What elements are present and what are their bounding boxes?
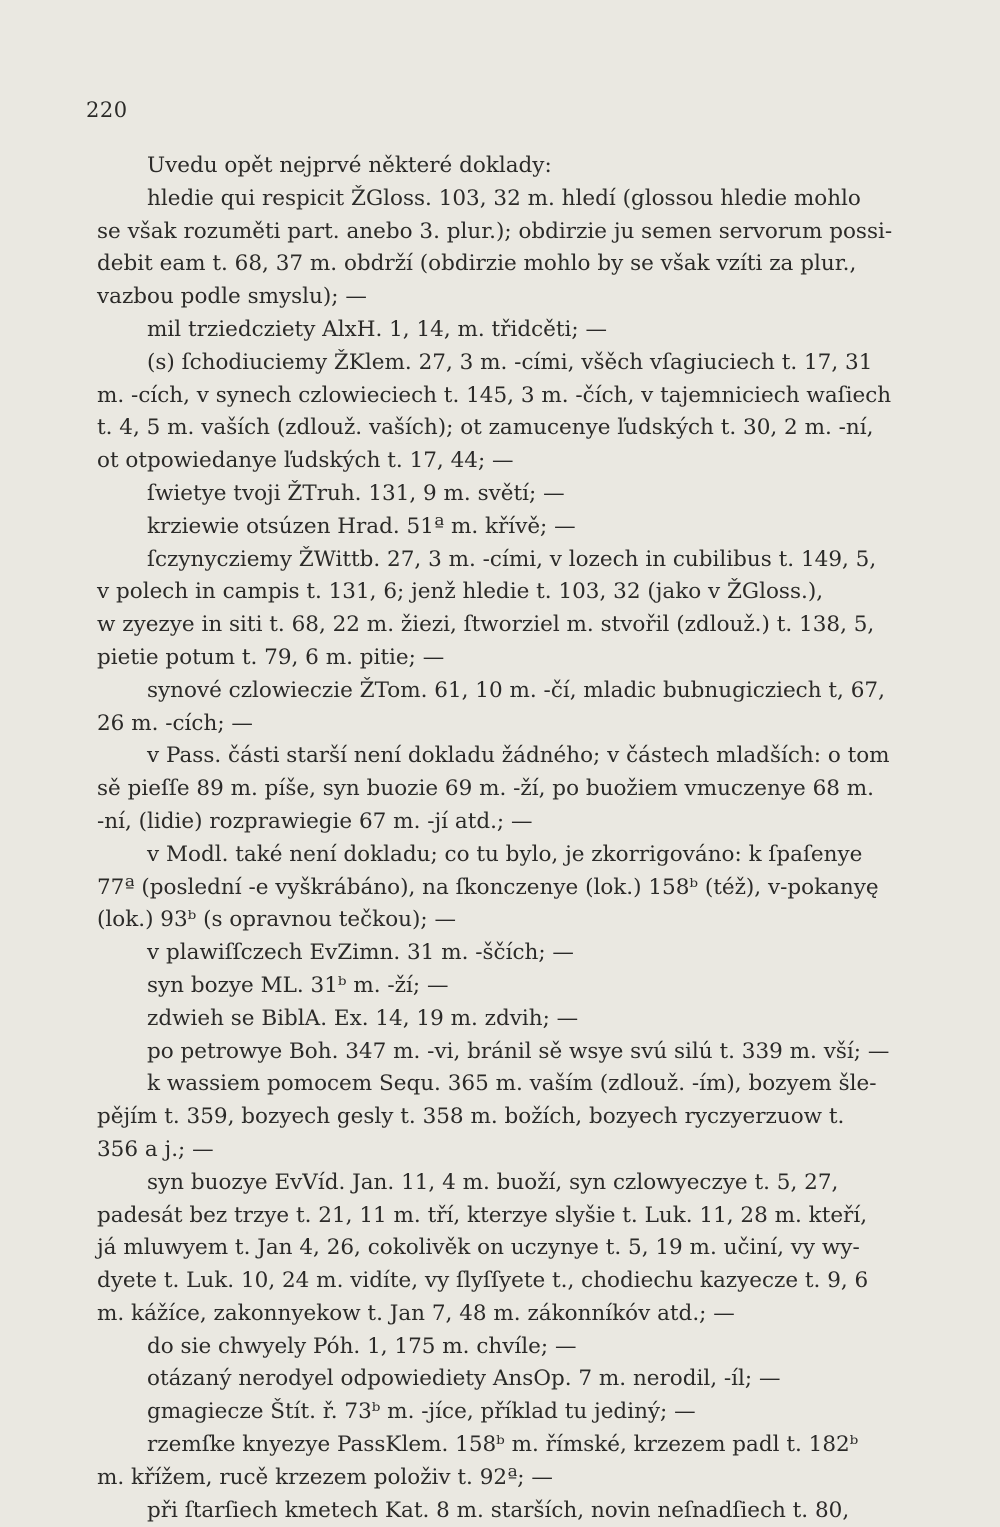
text-line: ſwietye tvoji ŽTruh. 131, 9 m. světí; — (147, 480, 565, 506)
text-line: v polech in campis t. 131, 6; jenž hledie t. 103, 32 (jako v ŽGloss.), (97, 579, 824, 605)
text-line: 77ª (poslední -e vyškrábáno), na ſkonczenye (lok.) 158ᵇ (též), v-pokanyę (97, 874, 879, 900)
text-line: -ní, (lidie) rozprawiegie 67 m. -jí atd.; — (97, 808, 533, 834)
text-line: 26 m. -cích; — (97, 710, 253, 736)
text-line: ſczynycziemy ŽWittb. 27, 3 m. -cími, v lozech in cubilibus t. 149, 5, (147, 546, 877, 572)
text-line: do sie chwyely Póh. 1, 175 m. chvíle; — (147, 1333, 577, 1359)
text-line: otázaný nerodyel odpowiediety AnsOp. 7 m. nerodil, -íl; — (147, 1366, 781, 1392)
text-line: já mluwyem t. Jan 4, 26, cokolivěk on uczynye t. 5, 19 m. učiní, vy wy- (97, 1235, 860, 1261)
text-line: k wassiem pomocem Sequ. 365 m. vaším (zdlouž. -ím), bozyem šle- (147, 1071, 877, 1097)
text-line: v Modl. také není dokladu; co tu bylo, je zkorrigováno: k ſpaſenye (147, 841, 863, 867)
text-line: ot otpowiedanye ľudských t. 17, 44; — (97, 448, 514, 474)
text-line: mil trziedcziety AlxH. 1, 14, m. třidcěti; — (147, 316, 607, 342)
text-line: t. 4, 5 m. vaších (zdlouž. vaších); ot zamucenye ľudských t. 30, 2 m. -ní, (97, 415, 874, 441)
text-line: sě pieſſe 89 m. píše, syn buozie 69 m. -ží, po buožiem vmuczenye 68 m. (97, 776, 874, 802)
text-line: krziewie otsúzen Hrad. 51ª m. křívě; — (147, 513, 576, 539)
text-line: gmagiecze Štít. ř. 73ᵇ m. -jíce, příklad tu jediný; — (147, 1399, 696, 1425)
text-line: (s) ſchodiuciemy ŽKlem. 27, 3 m. -cími, všěch vſagiuciech t. 17, 31 (147, 349, 873, 375)
text-line: syn bozye ML. 31ᵇ m. -ží; — (147, 972, 449, 998)
text-line: po petrowye Boh. 347 m. -vi, bránil sě wsye svú silú t. 339 m. vší; — (147, 1038, 890, 1064)
text-line: pietie potum t. 79, 6 m. pitie; — (97, 644, 445, 670)
text-line: 356 a j.; — (97, 1136, 214, 1162)
text-line: dyete t. Luk. 10, 24 m. vidíte, vy ſlyſſyete t., chodiechu kazyecze t. 9, 6 (97, 1268, 869, 1294)
text-line: syn buozye EvVíd. Jan. 11, 4 m. buoží, syn czlowyeczye t. 5, 27, (147, 1169, 839, 1195)
text-line: pějím t. 359, bozyech gesly t. 358 m. božích, bozyech ryczyerzuow t. (97, 1104, 845, 1130)
text-line: m. kážíce, zakonnyekow t. Jan 7, 48 m. zákonníkóv atd.; — (97, 1300, 735, 1326)
text-line: w zyezye in siti t. 68, 22 m. žiezi, ſtworziel m. stvořil (zdlouž.) t. 138, 5, (97, 612, 875, 638)
text-line: synové czlowieczie ŽTom. 61, 10 m. -čí, mladic bubnugicziech t, 67, (147, 677, 885, 703)
text-line: m. křížem, rucě krzezem položiv t. 92ª; — (97, 1464, 553, 1490)
text-line: v plawiſſczech EvZimn. 31 m. -ščích; — (147, 940, 574, 966)
text-line: při ſtarſiech kmetech Kat. 8 m. starších, novin neſnadſiech t. 80, (147, 1497, 850, 1523)
text-line: m. -cích, v synech czlowieciech t. 145, 3 m. -čích, v tajemniciech waſiech (97, 382, 892, 408)
text-line: v Pass. části starší není dokladu žádného; v částech mladších: o tom (147, 743, 890, 769)
text-body (97, 150, 922, 1527)
text-line: rzemſke knyezye PassKlem. 158ᵇ m. římské, krzezem padl t. 182ᵇ (147, 1432, 859, 1458)
text-line: hledie qui respicit ŽGloss. 103, 32 m. hledí (glossou hledie mohlo (147, 185, 861, 211)
text-line: Uvedu opět nejprvé některé doklady: (147, 153, 552, 178)
text-line: se však rozuměti part. anebo 3. plur.); obdirzie ju semen servorum possi- (97, 218, 893, 244)
text-line: (lok.) 93ᵇ (s opravnou tečkou); — (97, 907, 456, 933)
text-line: padesát bez trzye t. 21, 11 m. tří, kterzye slyšie t. Luk. 11, 28 m. kteří, (97, 1202, 868, 1228)
text-line: vazbou podle smyslu); — (97, 284, 367, 310)
text-line: zdwieh se BiblA. Ex. 14, 19 m. zdvih; — (147, 1005, 579, 1031)
page-number: 220 (86, 98, 128, 122)
text-line: debit eam t. 68, 37 m. obdrží (obdirzie mohlo by se však vzíti za plur., (97, 251, 857, 277)
